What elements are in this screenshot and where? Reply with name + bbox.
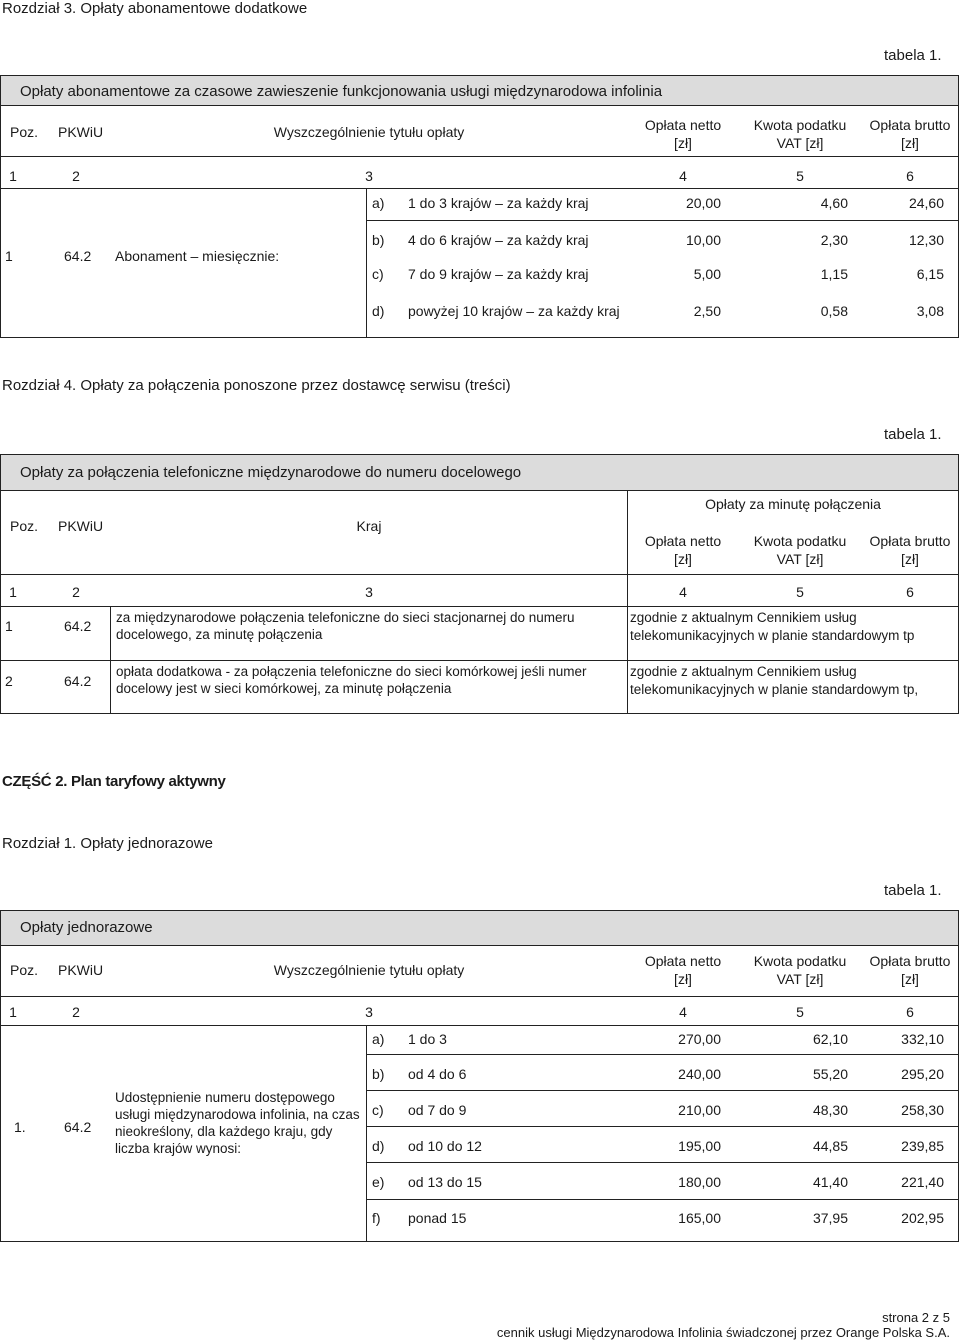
chapter-heading: Rozdział 4. Opłaty za połączenia ponoszone przez dostawcę serwisu (treści) (2, 377, 511, 394)
item-letter: a) (372, 1031, 385, 1047)
item-brutto: 6,15 (916, 266, 944, 282)
item-vat: 44,85 (812, 1138, 848, 1154)
header-netto: Opłata netto (644, 953, 722, 969)
item-text: od 13 do 15 (408, 1174, 482, 1190)
row-poz: 1 (5, 618, 13, 634)
item-vat: 37,95 (812, 1210, 848, 1226)
header-pkwiu: PKWiU (58, 124, 104, 140)
colnum-2: 2 (72, 1004, 80, 1020)
item-vat: 1,15 (820, 266, 848, 282)
table-label: tabela 1. (884, 426, 942, 443)
item-brutto: 332,10 (901, 1031, 944, 1047)
colnum-6: 6 (906, 1004, 914, 1020)
header-brutto-unit: [zł] (901, 551, 919, 567)
item-vat: 55,20 (812, 1066, 848, 1082)
item-vat: 2,30 (820, 232, 848, 248)
header-netto: Opłata netto (644, 117, 722, 133)
header-poz: Poz. (10, 518, 39, 534)
header-brutto: Opłata brutto (869, 953, 951, 969)
header-vat: Kwota podatku (753, 117, 847, 133)
row-pkwiu: 64.2 (64, 248, 92, 264)
colnum-4: 4 (679, 168, 687, 184)
item-brutto: 221,40 (901, 1174, 944, 1190)
table-label: tabela 1. (884, 882, 942, 899)
header-vat-unit: VAT [zł] (776, 135, 824, 151)
row-poz: 1 (5, 248, 13, 264)
header-vat-unit: VAT [zł] (776, 971, 824, 987)
colnum-6: 6 (906, 168, 914, 184)
header-netto-unit: [zł] (674, 971, 692, 987)
row-price-line1: zgodnie z aktualnym Cennikiem usług (630, 610, 857, 625)
item-netto: 20,00 (685, 195, 721, 211)
colnum-5: 5 (796, 584, 804, 600)
item-brutto: 3,08 (916, 303, 944, 319)
colnum-4: 4 (679, 1004, 687, 1020)
colnum-3: 3 (365, 584, 373, 600)
header-kraj: Kraj (356, 518, 382, 534)
item-netto: 5,00 (693, 266, 721, 282)
item-letter: b) (372, 1066, 385, 1082)
part-heading: CZĘŚĆ 2. Plan taryfowy aktywny (2, 773, 226, 790)
item-vat: 41,40 (812, 1174, 848, 1190)
item-letter: b) (372, 232, 385, 248)
item-vat: 62,10 (812, 1031, 848, 1047)
header-description: Wyszczególnienie tytułu opłaty (273, 124, 465, 140)
row-pkwiu: 64.2 (64, 618, 92, 634)
table-label: tabela 1. (884, 47, 942, 64)
header-poz: Poz. (10, 962, 39, 978)
row-poz: 1. (14, 1119, 26, 1135)
item-text: 1 do 3 krajów – za każdy kraj (408, 195, 589, 211)
header-pkwiu: PKWiU (58, 518, 104, 534)
item-brutto: 295,20 (901, 1066, 944, 1082)
header-pkwiu: PKWiU (58, 962, 104, 978)
header-brutto: Opłata brutto (869, 533, 951, 549)
item-text: 4 do 6 krajów – za każdy kraj (408, 232, 589, 248)
colnum-5: 5 (796, 1004, 804, 1020)
item-letter: d) (372, 1138, 385, 1154)
item-netto: 10,00 (685, 232, 721, 248)
header-poz: Poz. (10, 124, 39, 140)
item-text: od 7 do 9 (408, 1102, 467, 1118)
row-name: Abonament – miesięcznie: (115, 248, 280, 264)
colnum-1: 1 (9, 168, 17, 184)
item-netto: 210,00 (678, 1102, 721, 1118)
row-pkwiu: 64.2 (64, 673, 92, 689)
header-vat-unit: VAT [zł] (776, 551, 824, 567)
colnum-1: 1 (9, 1004, 17, 1020)
item-letter: c) (372, 1102, 384, 1118)
item-text: od 10 do 12 (408, 1138, 482, 1154)
colnum-3: 3 (365, 168, 373, 184)
row-description: za międzynarodowe połączenia telefoniczne do sieci stacjonarnej do numeru docelowego, za minutę połączenia (116, 610, 575, 642)
item-brutto: 24,60 (908, 195, 944, 211)
item-brutto: 239,85 (901, 1138, 944, 1154)
table-caption: Opłaty jednorazowe (0, 910, 959, 946)
header-description: Wyszczególnienie tytułu opłaty (273, 962, 465, 978)
item-letter: a) (372, 195, 385, 211)
header-netto-unit: [zł] (674, 551, 692, 567)
item-text: od 4 do 6 (408, 1066, 467, 1082)
item-brutto: 12,30 (908, 232, 944, 248)
item-vat: 0,58 (820, 303, 848, 319)
item-vat: 48,30 (812, 1102, 848, 1118)
item-text: powyżej 10 krajów – za każdy kraj (408, 303, 620, 319)
item-text: 7 do 9 krajów – za każdy kraj (408, 266, 589, 282)
colnum-2: 2 (72, 584, 80, 600)
colnum-4: 4 (679, 584, 687, 600)
header-vat: Kwota podatku (753, 953, 847, 969)
colnum-2: 2 (72, 168, 80, 184)
table-caption: Opłaty abonamentowe za czasowe zawieszenie funkcjonowania usługi międzynarodowa infolinia (0, 75, 959, 106)
colnum-1: 1 (9, 584, 17, 600)
row-name: Udostępnienie numeru dostępowego usługi międzynarodowa infolinia, na czas nieokreślony, dla każdego kraju, gdy liczba krajów wynosi: (115, 1090, 360, 1156)
chapter-heading: Rozdział 3. Opłaty abonamentowe dodatkowe (2, 0, 308, 17)
header-brutto: Opłata brutto (869, 117, 951, 133)
item-netto: 195,00 (678, 1138, 721, 1154)
footer-document-title: cennik usługi Międzynarodowa Infolinia świadczonej przez Orange Polska S.A. (496, 1325, 950, 1340)
item-text: 1 do 3 (408, 1031, 447, 1047)
header-group: Opłaty za minutę połączenia (705, 496, 881, 512)
item-netto: 165,00 (678, 1210, 721, 1226)
colnum-6: 6 (906, 584, 914, 600)
row-price-line2: telekomunikacyjnych w planie standardowym tp, (630, 682, 919, 697)
page-number: strona 2 z 5 (882, 1310, 950, 1325)
item-vat: 4,60 (820, 195, 848, 211)
item-letter: d) (372, 303, 385, 319)
row-poz: 2 (5, 673, 13, 689)
chapter-heading: Rozdział 1. Opłaty jednorazowe (2, 835, 213, 852)
item-netto: 240,00 (678, 1066, 721, 1082)
item-netto: 180,00 (678, 1174, 721, 1190)
header-netto: Opłata netto (644, 533, 722, 549)
item-letter: e) (372, 1174, 385, 1190)
header-brutto-unit: [zł] (901, 971, 919, 987)
colnum-5: 5 (796, 168, 804, 184)
item-text: ponad 15 (408, 1210, 467, 1226)
item-letter: c) (372, 266, 384, 282)
row-price-line1: zgodnie z aktualnym Cennikiem usług (630, 664, 857, 679)
item-brutto: 202,95 (901, 1210, 944, 1226)
item-netto: 2,50 (693, 303, 721, 319)
header-vat: Kwota podatku (753, 533, 847, 549)
row-pkwiu: 64.2 (64, 1119, 92, 1135)
header-brutto-unit: [zł] (901, 135, 919, 151)
table-caption: Opłaty za połączenia telefoniczne międzynarodowe do numeru docelowego (0, 454, 959, 491)
row-description: opłata dodatkowa - za połączenia telefoniczne do sieci komórkowej jeśli numer docelowy jest w sieci komórkowej, za minutę połączenia (116, 664, 587, 696)
item-brutto: 258,30 (901, 1102, 944, 1118)
item-netto: 270,00 (678, 1031, 721, 1047)
colnum-3: 3 (365, 1004, 373, 1020)
item-letter: f) (372, 1210, 381, 1226)
row-price-line2: telekomunikacyjnych w planie standardowym tp (630, 628, 915, 643)
header-netto-unit: [zł] (674, 135, 692, 151)
